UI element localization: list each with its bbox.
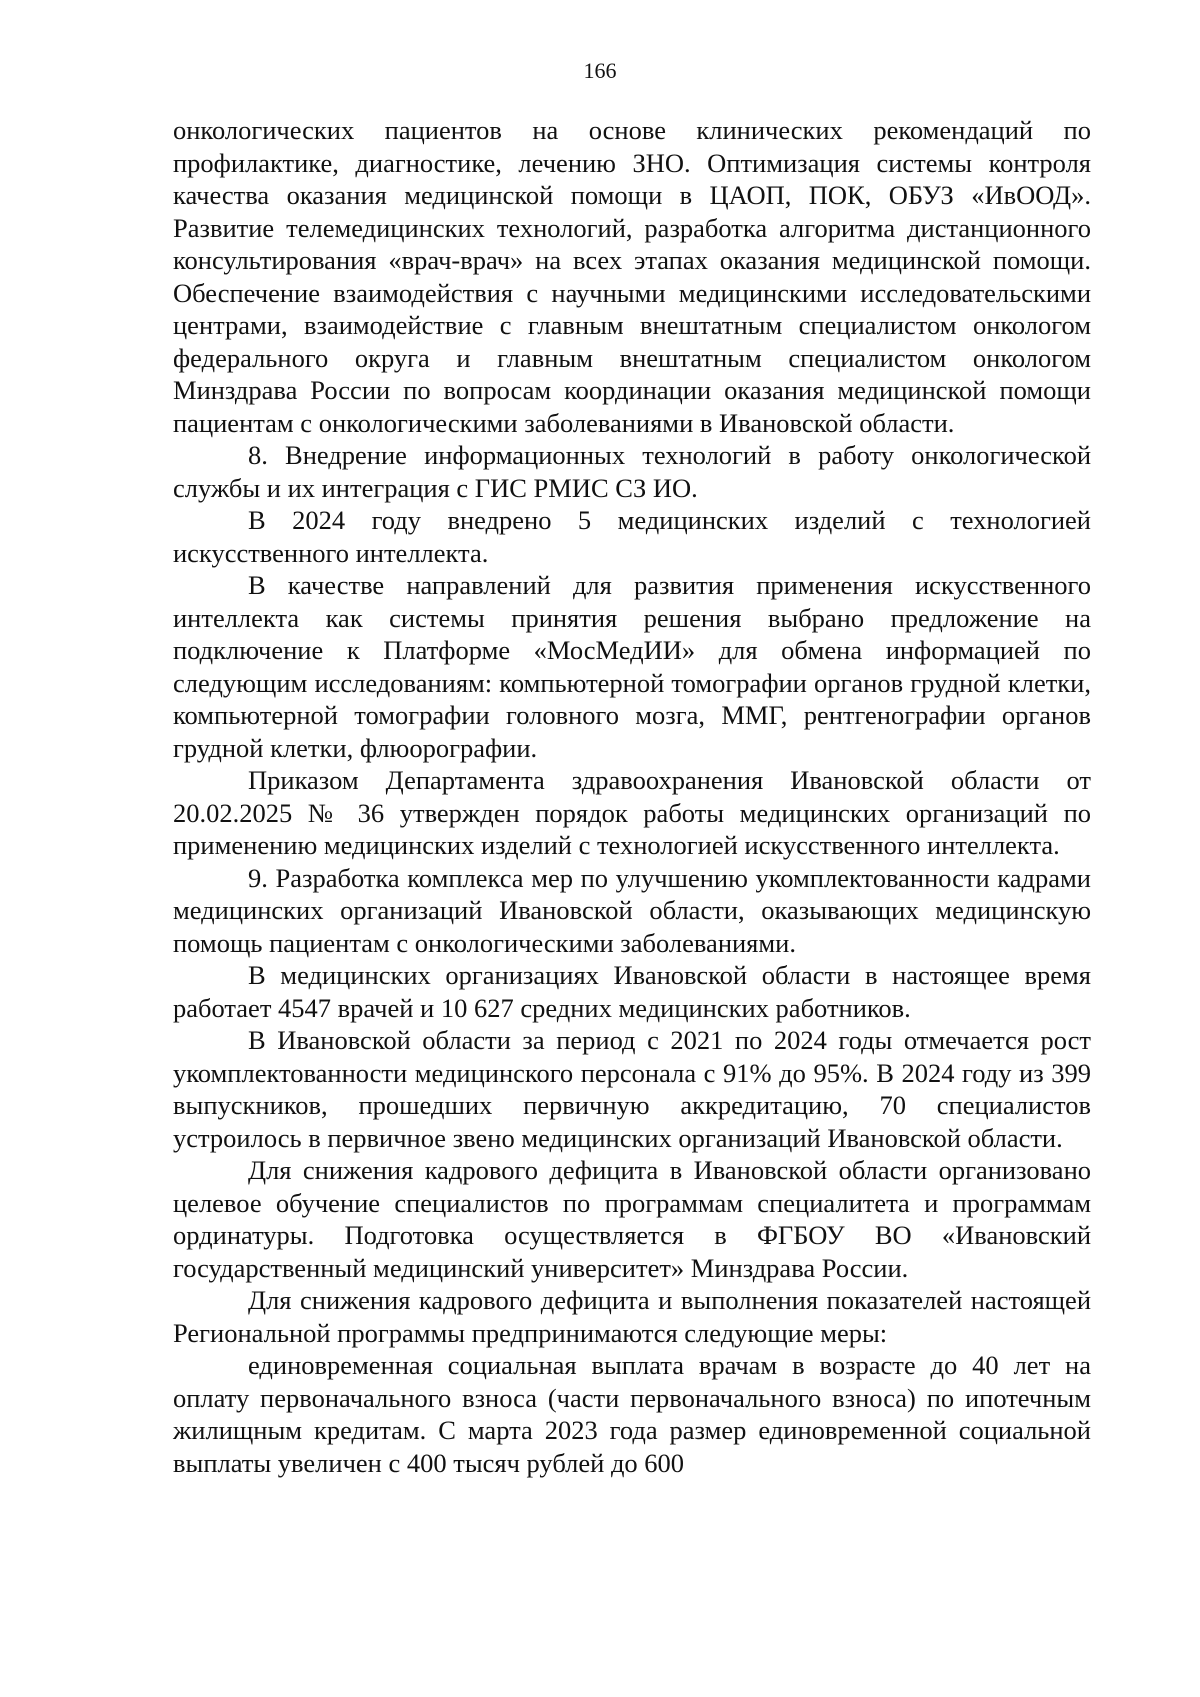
paragraph: Приказом Департамента здравоохранения Ивановской области от 20.02.2025 № 36 утвержден порядок работы медицинских организаций по применению медицинских изделий с технологией искусственного интеллекта.: [173, 765, 1091, 860]
paragraph: 8. Внедрение информационных технологий в работу онкологической службы и их интеграция с ГИС РМИС СЗ ИО.: [173, 440, 1091, 503]
paragraph: 9. Разработка комплекса мер по улучшению укомплектованности кадрами медицинских организаций Ивановской области, оказывающих медицинскую помощь пациентам с онкологическими заболеваниями.: [173, 862, 1091, 958]
paragraph: единовременная социальная выплата врачам в возрасте до 40 лет на оплату первоначального взноса (части первоначального взноса) по ипотечным жилищным кредитам. С марта 2023 года размер единовременной социальной выплаты увеличен с 400 тысяч рублей до 600: [173, 1350, 1091, 1478]
paragraph: В Ивановской области за период с 2021 по 2024 годы отмечается рост укомплектованности медицинского персонала с 91% до 95%. В 2024 году из 399 выпускников, прошедших первичную аккредитацию, 70 специалистов устроилось в первичное звено медицинских организаций Ивановской области.: [173, 1025, 1091, 1153]
page-number: 166: [583, 58, 617, 83]
paragraph: В 2024 году внедрено 5 медицинских изделий с технологией искусственного интеллекта.: [173, 505, 1091, 568]
paragraph: онкологических пациентов на основе клинических рекомендаций по профилактике, диагностике, лечению ЗНО. Оптимизация системы контроля качества оказания медицинской помощи в ЦАОП, ПОК, ОБУЗ «ИвООД». Развитие телемедицинских технологий, разработка алгоритма дистанционного консультирования «врач-врач» на всех этапах оказания медицинской помощи. Обеспечение взаимодействия с научными медицинскими исследовательскими центрами, взаимодействие с главным внештатным специалистом онкологом федерального округа и главным внештатным специалистом онкологом Минздрава России по вопросам координации оказания медицинской помощи пациентам с онкологическими заболеваниями в Ивановской области.: [173, 115, 1091, 438]
paragraph: Для снижения кадрового дефицита и выполнения показателей настоящей Региональной программы предпринимаются следующие меры:: [173, 1285, 1091, 1348]
paragraph: В медицинских организациях Ивановской области в настоящее время работает 4547 врачей и 10 627 средних медицинских работников.: [173, 960, 1091, 1023]
document-body: [173, 114, 1091, 1479]
paragraph: Для снижения кадрового дефицита в Ивановской области организовано целевое обучение специалистов по программам специалитета и программам ординатуры. Подготовка осуществляется в ФГБОУ ВО «Ивановский государственный медицинский университет» Минздрава России.: [173, 1155, 1091, 1283]
paragraph: В качестве направлений для развития применения искусственного интеллекта как системы принятия решения выбрано предложение на подключение к Платформе «МосМедИИ» для обмена информацией по следующим исследованиям: компьютерной томографии органов грудной клетки, компьютерной томографии головного мозга, ММГ, рентгенографии органов грудной клетки, флюорографии.: [173, 570, 1091, 763]
